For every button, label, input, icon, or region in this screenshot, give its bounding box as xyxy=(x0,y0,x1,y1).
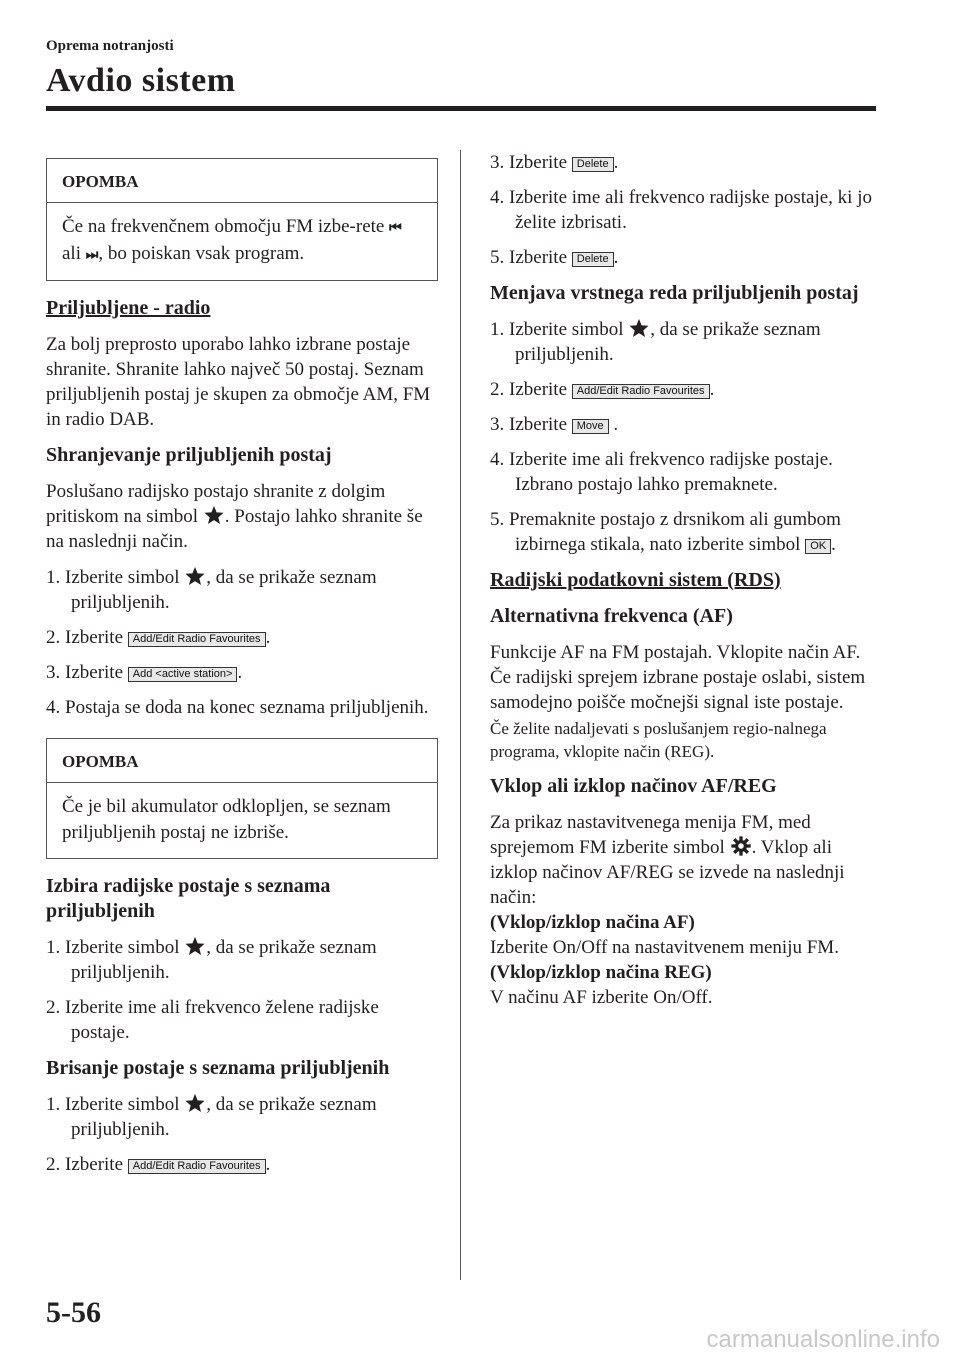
note-heading: OPOMBA xyxy=(47,159,437,203)
list-item: 3. Izberite Delete . xyxy=(490,152,619,173)
reg-mode-text: V načinu AF izberite On/Off. xyxy=(490,987,713,1008)
af-body: Funkcije AF na FM postajah. Vklopite način AF. Če radijski sprejem izbrane postaje oslabi, sistem samodejno poišče močnejši signal iste postaje. xyxy=(490,642,866,713)
column-divider xyxy=(460,150,461,1280)
move-button[interactable]: Move xyxy=(572,419,609,434)
star-icon xyxy=(203,505,225,524)
star-icon xyxy=(184,566,206,585)
left-column xyxy=(46,158,438,1188)
list-item: 1. Izberite simbol , da se prikaže seznam priljubljenih. xyxy=(46,1094,377,1140)
star-icon xyxy=(628,318,650,337)
save-steps xyxy=(46,565,438,720)
note-box xyxy=(46,738,438,859)
list-item: 3. Izberite Move . xyxy=(490,414,619,435)
page-title: Avdio sistem xyxy=(46,62,236,99)
star-icon xyxy=(184,1093,206,1112)
page-number: 5-56 xyxy=(46,1296,101,1329)
star-icon xyxy=(184,936,206,955)
list-item: 5. Premaknite postajo z drsnikom ali gumbom izbirnega stikala, nato izberite simbol OK . xyxy=(490,509,841,555)
seek-forward-icon: ⏭ xyxy=(85,247,99,263)
seek-back-icon: ⏮ xyxy=(389,220,402,236)
reorder-heading: Menjava vrstnega reda priljubljenih postaj xyxy=(490,282,859,304)
list-item: 1. Izberite simbol , da se prikaže seznam priljubljenih. xyxy=(490,319,821,365)
af-heading: Alternativna frekvenca (AF) xyxy=(490,605,733,627)
section-label: Oprema notranjosti xyxy=(46,38,174,54)
gear-icon xyxy=(730,835,752,857)
header-rule xyxy=(46,106,876,111)
favourites-intro: Za bolj preprosto uporabo lahko izbrane postaje shranite. Shranite lahko največ 50 postaj. Seznam priljubljenih postaj je skupen za območje AM, FM in radio DAB. xyxy=(46,334,431,430)
add-edit-favourites-button[interactable]: Add/Edit Radio Favourites xyxy=(128,632,266,647)
delete-button[interactable]: Delete xyxy=(572,157,614,172)
list-item: 4. Izberite ime ali frekvenco radijske postaje, ki jo želite izbrisati. xyxy=(490,187,872,233)
reorder-steps xyxy=(490,317,882,557)
list-item: 2. Izberite ime ali frekvenco želene radijske postaje. xyxy=(46,997,379,1043)
list-item: 2. Izberite Add/Edit Radio Favourites . xyxy=(46,1154,271,1175)
watermark: carmanualsonline.info xyxy=(706,1326,940,1353)
delete-button[interactable]: Delete xyxy=(572,252,614,267)
af-mode-label: (Vklop/izklop načina AF) xyxy=(490,912,695,933)
add-edit-favourites-button[interactable]: Add/Edit Radio Favourites xyxy=(128,1159,266,1174)
list-item: 1. Izberite simbol , da se prikaže seznam priljubljenih. xyxy=(46,567,377,613)
save-intro: Poslušano radijsko postajo shranite z dolgim pritiskom na simbol . Postajo lahko shranite še na naslednji način. xyxy=(46,481,423,552)
list-item: 2. Izberite Add/Edit Radio Favourites . xyxy=(46,627,271,648)
note-text: Če na frekvenčnem območju FM izbe-rete ⏮ ali ⏭, bo poiskan vsak program. xyxy=(47,203,437,280)
ok-button[interactable]: OK xyxy=(805,539,831,554)
add-edit-favourites-button[interactable]: Add/Edit Radio Favourites xyxy=(572,384,710,399)
favourites-heading: Priljubljene - radio xyxy=(46,297,211,319)
select-heading: Izbira radijske postaje s seznama priljubljenih xyxy=(46,875,331,922)
delete-steps xyxy=(46,1092,438,1177)
select-steps xyxy=(46,935,438,1045)
af-mode-block xyxy=(490,910,882,935)
list-item: 4. Postaja se doda na konec seznama priljubljenih. xyxy=(46,697,429,718)
reg-mode-label: (Vklop/izklop načina REG) xyxy=(490,962,712,983)
list-item: 3. Izberite Add <active station> . xyxy=(46,662,243,683)
add-active-station-button[interactable]: Add <active station> xyxy=(128,667,238,682)
note-box xyxy=(46,158,438,281)
right-column xyxy=(490,150,882,1021)
list-item: 5. Izberite Delete . xyxy=(490,247,619,268)
list-item: 4. Izberite ime ali frekvenco radijske postaje. Izbrano postajo lahko premaknete. xyxy=(490,449,833,495)
delete-heading: Brisanje postaje s seznama priljubljenih xyxy=(46,1057,390,1079)
list-item: 1. Izberite simbol , da se prikaže seznam priljubljenih. xyxy=(46,937,377,983)
toggle-body: Za prikaz nastavitvenega menija FM, med sprejemom FM izberite simbol . Vklop ali izklop načinov AF/REG se izvede na naslednji način: xyxy=(490,812,845,908)
save-heading: Shranjevanje priljubljenih postaj xyxy=(46,444,332,466)
note-text: Če je bil akumulator odklopljen, se seznam priljubljenih postaj ne izbriše. xyxy=(62,796,391,843)
toggle-heading: Vklop ali izklop načinov AF/REG xyxy=(490,775,777,797)
rds-heading: Radijski podatkovni sistem (RDS) xyxy=(490,569,781,591)
note-heading: OPOMBA xyxy=(47,739,437,783)
delete-steps-continued xyxy=(490,150,882,270)
list-item: 2. Izberite Add/Edit Radio Favourites . xyxy=(490,379,715,400)
af-mode-text: Izberite On/Off na nastavitvenem meniju FM. (Vklop/izklop načina REG) xyxy=(490,937,839,983)
af-small-note: Če želite nadaljevati s poslušanjem regio-nalnega programa, vklopite način (REG). xyxy=(490,719,827,761)
